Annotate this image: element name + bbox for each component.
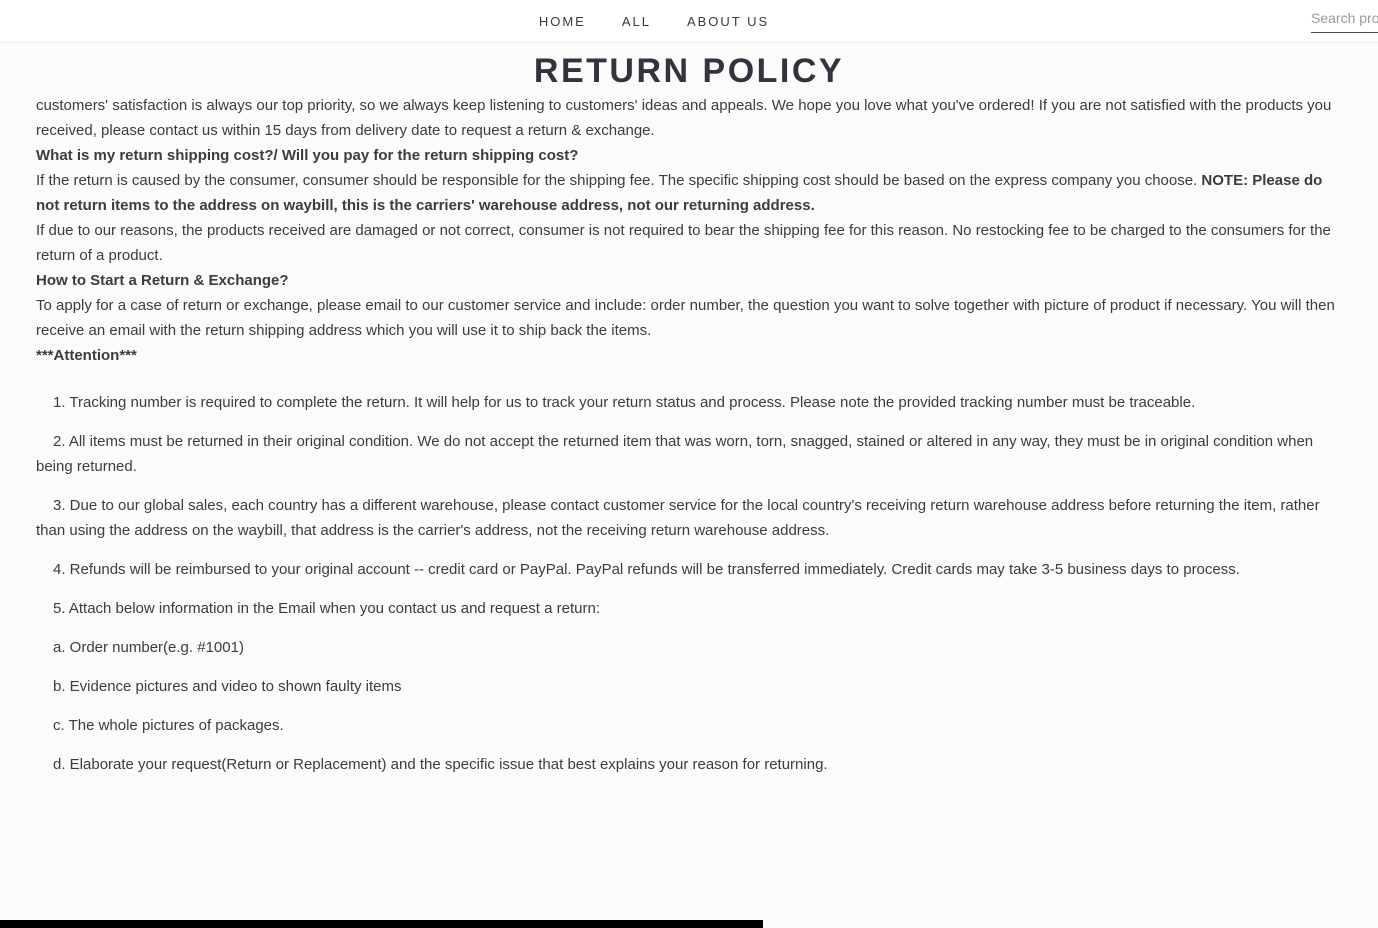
page-main <box>0 43 1378 777</box>
attention-list-item: a. Order number(e.g. #1001) <box>53 639 244 656</box>
intro-paragraph: customers' satisfaction is always our top priority, so we always keep listening to customers' ideas and appeals. We hope you love what you've ordered! If you are not satisfied with the products you received, please contact us within 15 days from delivery date to request a return & exchange. <box>36 97 1332 139</box>
main-nav <box>0 0 1378 42</box>
how-to-heading: How to Start a Return & Exchange? <box>36 272 289 289</box>
search-input[interactable] <box>1311 6 1378 33</box>
return-policy-content <box>0 93 1378 777</box>
nav-link-about-us[interactable]: ABOUT US <box>686 13 770 29</box>
attention-list-item: d. Elaborate your request(Return or Replacement) and the specific issue that best explains your reason for returning. <box>53 756 828 773</box>
shipping-cost-normal-text: If the return is caused by the consumer, consumer should be responsible for the shipping fee. The specific shipping cost should be based on the express company you choose. <box>36 172 1202 189</box>
footer-bar <box>0 920 763 928</box>
shipping-cost-paragraph <box>36 168 1348 218</box>
attention-list-item: 2. All items must be returned in their original condition. We do not accept the returned item that was worn, torn, snagged, stained or altered in any way, they must be in original condition when being returned. <box>36 433 1314 475</box>
top-nav-bar <box>0 0 1378 43</box>
attention-list-item: 1. Tracking number is required to complete the return. It will help for us to track your return status and process. Please note the provided tracking number must be traceable. <box>53 394 1196 411</box>
page-title: RETURN POLICY <box>533 52 845 90</box>
nav-link-all[interactable]: ALL <box>621 13 651 29</box>
attention-heading: ***Attention*** <box>36 347 137 364</box>
attention-list-item: c. The whole pictures of packages. <box>53 717 284 734</box>
attention-list-item: 3. Due to our global sales, each country has a different warehouse, please contact customer service for the local country's receiving return warehouse address before returning the item, rather than using the address on the waybill, that address is the carrier's address, not the receiving return warehouse address. <box>36 497 1320 539</box>
shipping-cost-heading: What is my return shipping cost?/ Will you pay for the return shipping cost? <box>36 147 579 164</box>
attention-list <box>36 390 1348 777</box>
attention-list-item: b. Evidence pictures and video to shown faulty items <box>53 678 402 695</box>
attention-list-item: 5. Attach below information in the Email when you contact us and request a return: <box>53 600 600 617</box>
shipping-cost-note-bold: NOTE: Please do not return items to the address on waybill, this is the carriers' warehouse address, not our returning address. <box>36 172 1323 214</box>
our-reasons-paragraph: If due to our reasons, the products received are damaged or not correct, consumer is not required to bear the shipping fee for this reason. No restocking fee to be charged to the consumers for the return of a product. <box>36 222 1331 264</box>
how-to-paragraph: To apply for a case of return or exchange, please email to our customer service and include: order number, the question you want to solve together with picture of product if necessary. You will then receive an email with the return shipping address which you will use it to ship back the items. <box>36 297 1335 339</box>
attention-list-item: 4. Refunds will be reimbursed to your original account -- credit card or PayPal. PayPal refunds will be transferred immediately. Credit cards may take 3-5 business days to process. <box>53 561 1240 578</box>
nav-link-home[interactable]: HOME <box>538 13 586 29</box>
